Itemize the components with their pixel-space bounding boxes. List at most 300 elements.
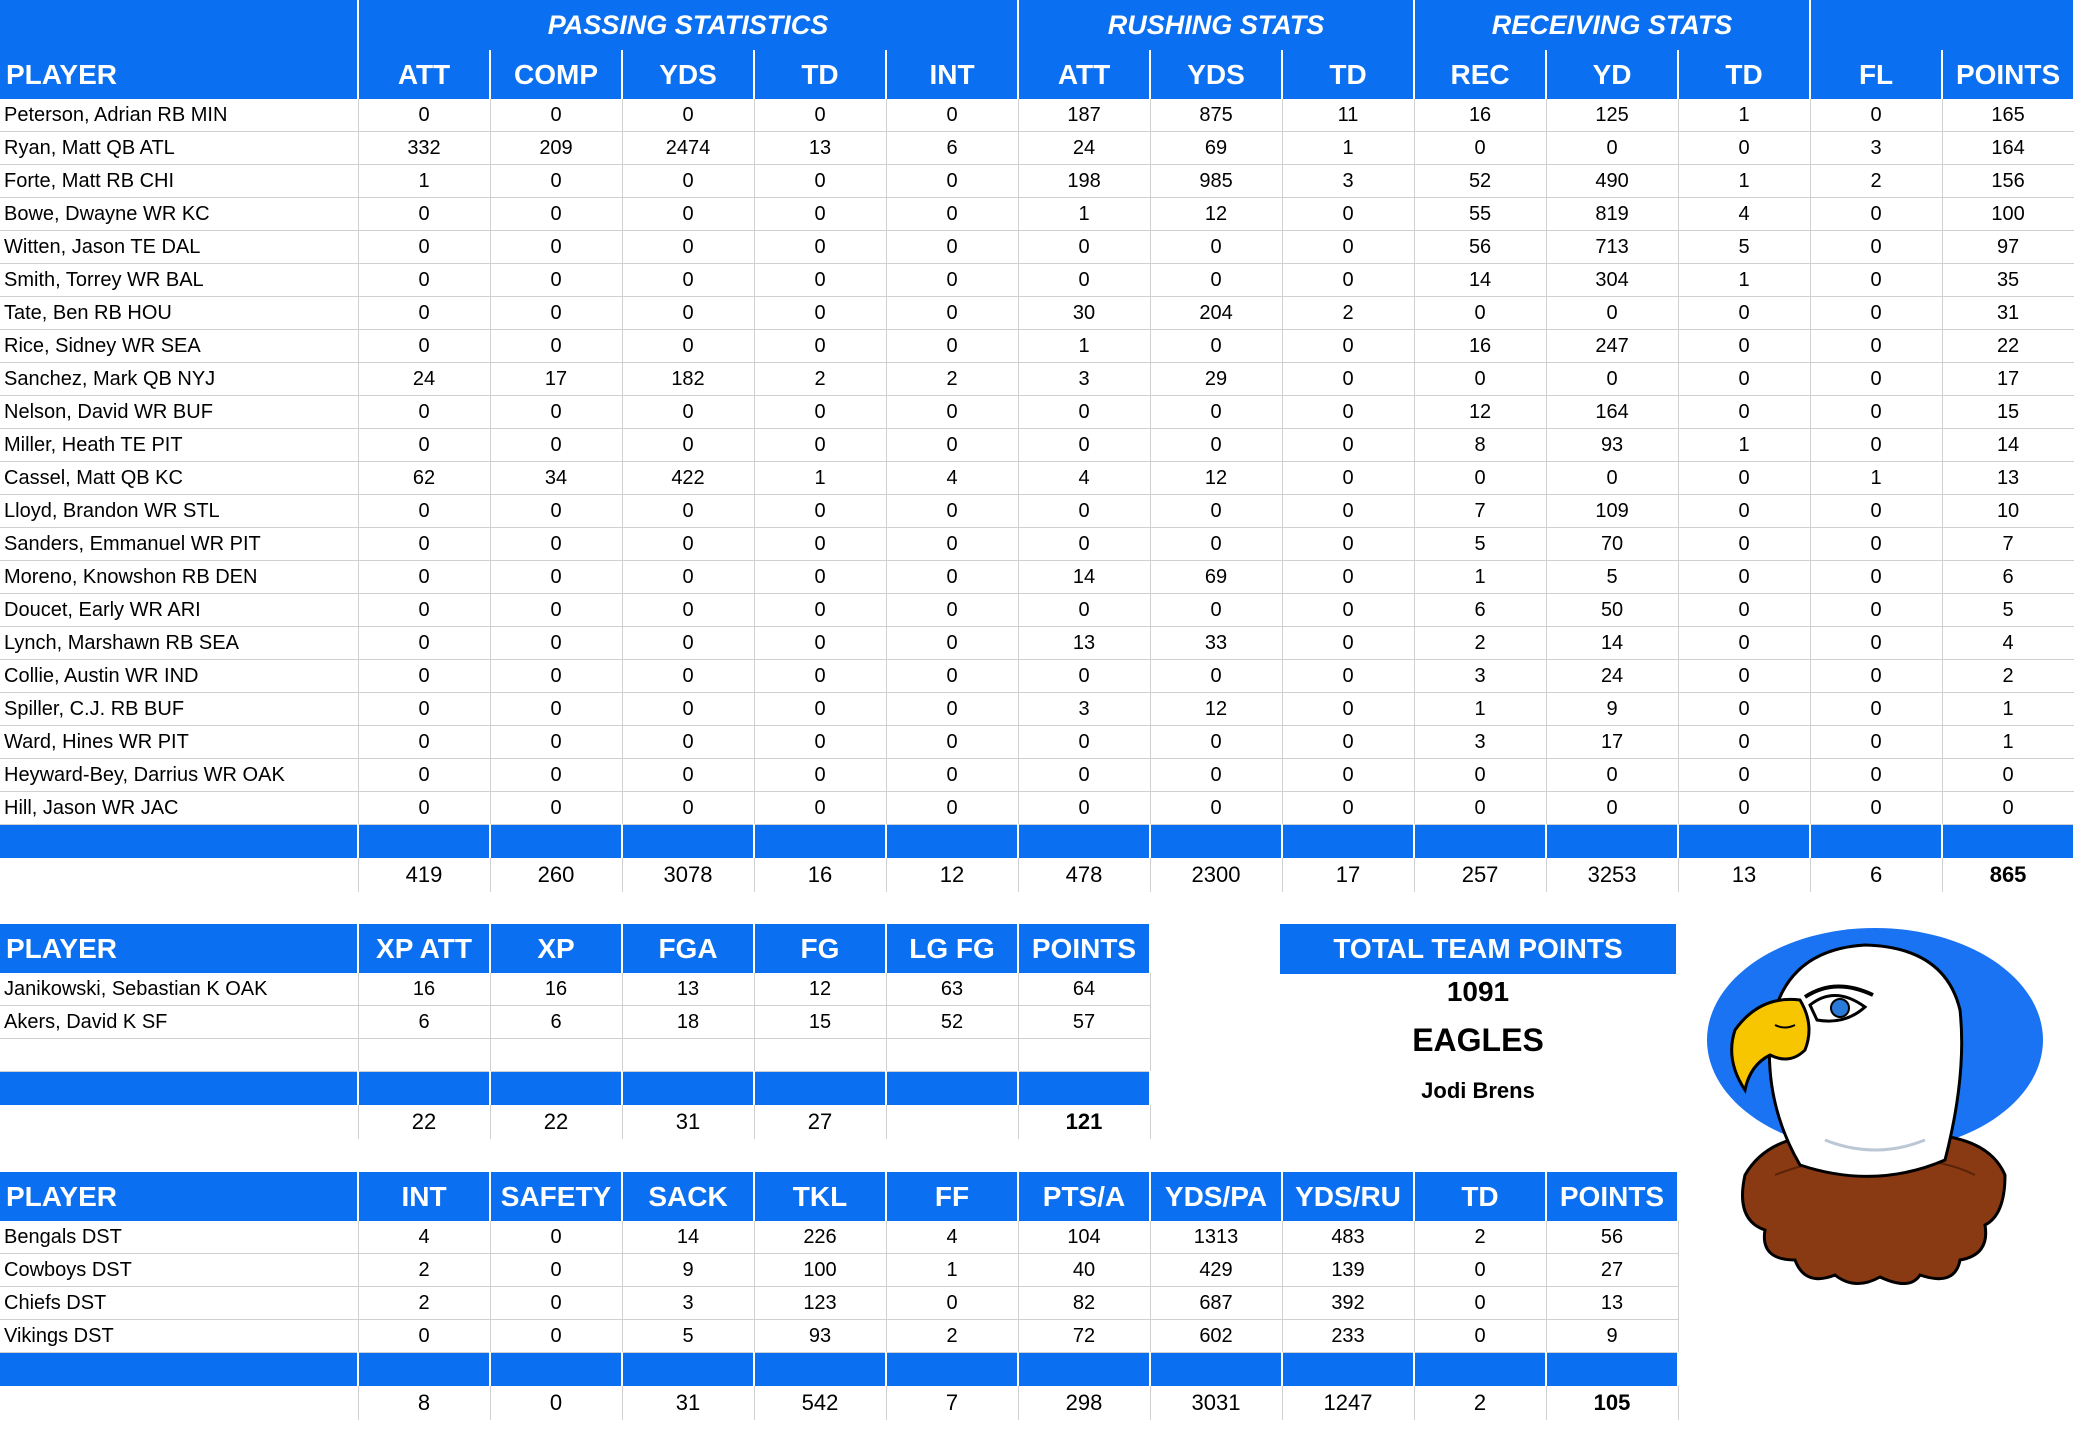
offense-cell: 0 [886,594,1018,627]
offense-cell: 0 [1678,792,1810,825]
offense-cell: 247 [1546,330,1678,363]
offense-cell: 0 [358,99,490,132]
offense-cell: 0 [1942,759,2074,792]
offense-cell: 0 [1810,627,1942,660]
offense-player-name: Doucet, Early WR ARI [0,594,358,627]
offense-header-4: TD [754,50,886,99]
offense-cell: 0 [1810,429,1942,462]
team-owner: Jodi Brens [1421,1078,1535,1103]
offense-cell: 0 [1282,561,1414,594]
offense-cell: 2 [1810,165,1942,198]
defense-separator-cell [358,1353,490,1387]
offense-cell: 4 [1678,198,1810,231]
kicker-separator-band [0,1072,1150,1106]
offense-cell: 0 [1678,660,1810,693]
defense-header-1: INT [358,1172,490,1221]
defense-cell: 0 [1414,1320,1546,1353]
offense-header-3: YDS [622,50,754,99]
kicker-separator-cell [1018,1072,1150,1106]
offense-cell: 5 [1942,594,2074,627]
offense-cell: 0 [754,330,886,363]
offense-total-cell [0,858,358,892]
kicker-player-name: Akers, David K SF [0,1006,358,1039]
offense-cell: 875 [1150,99,1282,132]
defense-cell: 429 [1150,1254,1282,1287]
offense-cell: 11 [1282,99,1414,132]
offense-player-name: Heyward-Bey, Darrius WR OAK [0,759,358,792]
offense-separator-band [0,825,2074,859]
defense-cell: 687 [1150,1287,1282,1320]
offense-cell: 0 [358,297,490,330]
offense-separator-cell [1414,825,1546,859]
defense-cell: 0 [1414,1287,1546,1320]
offense-totals-row [0,858,2074,892]
offense-cell: 0 [754,561,886,594]
kicker-separator-cell [0,1072,358,1106]
kicker-totals-row [0,1105,1150,1139]
offense-cell: 0 [622,594,754,627]
defense-cell: 483 [1282,1221,1414,1254]
offense-cell: 0 [754,495,886,528]
offense-cell: 0 [1810,693,1942,726]
defense-cell: 392 [1282,1287,1414,1320]
offense-cell: 4 [1942,627,2074,660]
defense-total-cell: 3031 [1150,1386,1282,1420]
offense-cell: 70 [1546,528,1678,561]
offense-cell: 0 [1678,132,1810,165]
offense-cell: 125 [1546,99,1678,132]
defense-stats-table [0,1172,1679,1420]
offense-cell: 0 [490,99,622,132]
kicker-player-name: Janikowski, Sebastian K OAK [0,973,358,1006]
offense-cell: 0 [1018,495,1150,528]
offense-cell: 0 [1282,792,1414,825]
defense-cell: 4 [886,1221,1018,1254]
offense-header-7: YDS [1150,50,1282,99]
defense-cell: 13 [1546,1287,1678,1320]
offense-cell: 0 [886,792,1018,825]
offense-cell: 0 [1678,726,1810,759]
offense-cell: 0 [1678,594,1810,627]
offense-cell: 22 [1942,330,2074,363]
defense-cell: 93 [754,1320,886,1353]
offense-cell: 30 [1018,297,1150,330]
offense-cell: 14 [1414,264,1546,297]
kicker-total-cell: 27 [754,1105,886,1139]
offense-player-name: Miller, Heath TE PIT [0,429,358,462]
offense-separator-cell [1810,825,1942,859]
offense-cell: 0 [1810,330,1942,363]
offense-cell: 0 [1150,792,1282,825]
offense-cell: 0 [622,627,754,660]
offense-cell: 0 [754,165,886,198]
offense-player-name: Witten, Jason TE DAL [0,231,358,264]
offense-cell: 0 [358,429,490,462]
kicker-cell: 63 [886,973,1018,1006]
offense-cell: 0 [1810,264,1942,297]
offense-cell: 1 [754,462,886,495]
offense-cell: 0 [754,429,886,462]
defense-total-points: 105 [1546,1386,1678,1420]
offense-cell: 0 [1810,660,1942,693]
defense-cell: 9 [1546,1320,1678,1353]
offense-cell: 1 [1942,726,2074,759]
offense-cell: 15 [1942,396,2074,429]
offense-cell: 0 [490,495,622,528]
offense-header-6: ATT [1018,50,1150,99]
offense-total-cell: 257 [1414,858,1546,892]
offense-cell: 0 [1810,99,1942,132]
offense-cell: 17 [1942,363,2074,396]
defense-cell: 40 [1018,1254,1150,1287]
offense-player-name: Hill, Jason WR JAC [0,792,358,825]
offense-header-12: FL [1810,50,1942,99]
offense-cell: 0 [1810,792,1942,825]
offense-cell: 12 [1150,462,1282,495]
offense-total-cell: 3078 [622,858,754,892]
offense-cell: 0 [1018,528,1150,561]
offense-header-2: COMP [490,50,622,99]
defense-cell: 226 [754,1221,886,1254]
offense-cell: 0 [1282,627,1414,660]
offense-total-cell: 17 [1282,858,1414,892]
defense-cell: 4 [358,1221,490,1254]
offense-cell: 0 [1546,462,1678,495]
offense-cell: 0 [622,429,754,462]
offense-cell: 13 [1018,627,1150,660]
kicker-separator-cell [622,1072,754,1106]
offense-cell: 35 [1942,264,2074,297]
offense-cell: 0 [358,330,490,363]
offense-cell: 6 [1942,561,2074,594]
defense-row [0,1287,1678,1320]
rushing-group-header: RUSHING STATS [1018,0,1414,50]
offense-row [0,132,2074,165]
offense-cell: 0 [622,660,754,693]
offense-cell: 0 [886,231,1018,264]
offense-cell: 0 [490,528,622,561]
kicker-cell: 52 [886,1006,1018,1039]
offense-separator-cell [1546,825,1678,859]
offense-cell: 209 [490,132,622,165]
offense-cell: 0 [1282,693,1414,726]
defense-total-cell: 8 [358,1386,490,1420]
offense-cell: 1 [1942,693,2074,726]
offense-cell: 0 [1810,594,1942,627]
offense-player-name: Peterson, Adrian RB MIN [0,99,358,132]
offense-cell: 1 [1018,198,1150,231]
offense-cell: 0 [1810,231,1942,264]
offense-player-name: Bowe, Dwayne WR KC [0,198,358,231]
offense-cell: 0 [1282,429,1414,462]
offense-cell: 0 [1018,660,1150,693]
defense-cell: 139 [1282,1254,1414,1287]
offense-header-1: ATT [358,50,490,99]
offense-header-13: POINTS [1942,50,2074,99]
offense-cell: 29 [1150,363,1282,396]
offense-row [0,264,2074,297]
offense-cell: 182 [622,363,754,396]
offense-cell: 0 [754,396,886,429]
defense-totals-row [0,1386,1678,1420]
defense-cell: 82 [1018,1287,1150,1320]
kicker-empty-cell [490,1039,622,1072]
offense-cell: 0 [622,297,754,330]
offense-cell: 0 [1414,363,1546,396]
offense-cell: 14 [1018,561,1150,594]
offense-player-name: Tate, Ben RB HOU [0,297,358,330]
offense-cell: 0 [1150,264,1282,297]
offense-cell: 93 [1546,429,1678,462]
offense-cell: 1 [1678,165,1810,198]
offense-separator-cell [622,825,754,859]
defense-total-cell: 298 [1018,1386,1150,1420]
offense-cell: 6 [886,132,1018,165]
offense-cell: 0 [754,660,886,693]
offense-cell: 33 [1150,627,1282,660]
offense-cell: 0 [754,792,886,825]
offense-cell: 0 [1282,264,1414,297]
offense-row [0,330,2074,363]
kicker-total-cell [886,1105,1018,1139]
defense-cell: 0 [490,1287,622,1320]
defense-player-name: Bengals DST [0,1221,358,1254]
offense-cell: 0 [490,231,622,264]
offense-cell: 3 [1414,660,1546,693]
defense-cell: 0 [490,1320,622,1353]
offense-cell: 198 [1018,165,1150,198]
offense-cell: 1 [1678,99,1810,132]
offense-cell: 9 [1546,693,1678,726]
offense-header-8: TD [1282,50,1414,99]
offense-cell: 13 [754,132,886,165]
offense-cell: 2 [1282,297,1414,330]
misc-group-header [1810,0,2074,50]
kicker-header-3: FGA [622,924,754,973]
offense-cell: 985 [1150,165,1282,198]
defense-header-8: YDS/RU [1282,1172,1414,1221]
offense-cell: 0 [1942,792,2074,825]
offense-cell: 0 [754,528,886,561]
offense-cell: 7 [1414,495,1546,528]
eagle-logo-icon [1705,925,2045,1291]
offense-header-9: REC [1414,50,1546,99]
offense-separator-cell [358,825,490,859]
kicker-row [0,1006,1150,1039]
defense-cell: 100 [754,1254,886,1287]
offense-cell: 0 [1414,297,1546,330]
defense-header-10: POINTS [1546,1172,1678,1221]
defense-cell: 72 [1018,1320,1150,1353]
defense-separator-cell [1546,1353,1678,1387]
kicker-header-6: POINTS [1018,924,1150,973]
offense-cell: 0 [1018,429,1150,462]
offense-separator-cell [1282,825,1414,859]
defense-cell: 14 [622,1221,754,1254]
kicker-empty-cell [1018,1039,1150,1072]
offense-cell: 0 [886,627,1018,660]
offense-cell: 0 [358,396,490,429]
offense-cell: 4 [886,462,1018,495]
offense-cell: 0 [622,528,754,561]
offense-row [0,693,2074,726]
offense-cell: 0 [1282,495,1414,528]
offense-cell: 0 [490,792,622,825]
offense-cell: 0 [490,297,622,330]
offense-cell: 819 [1546,198,1678,231]
defense-cell: 123 [754,1287,886,1320]
offense-cell: 0 [1678,396,1810,429]
offense-cell: 0 [886,528,1018,561]
offense-cell: 50 [1546,594,1678,627]
defense-total-cell: 0 [490,1386,622,1420]
defense-cell: 9 [622,1254,754,1287]
kicker-cell: 57 [1018,1006,1150,1039]
offense-cell: 0 [1150,231,1282,264]
offense-row [0,462,2074,495]
offense-cell: 0 [1678,561,1810,594]
offense-cell: 0 [886,693,1018,726]
kicker-empty-cell [754,1039,886,1072]
offense-row [0,726,2074,759]
offense-total-cell: 3253 [1546,858,1678,892]
offense-row [0,297,2074,330]
offense-header-10: YD [1546,50,1678,99]
offense-row [0,363,2074,396]
offense-cell: 97 [1942,231,2074,264]
offense-cell: 0 [1546,792,1678,825]
offense-cell: 0 [1810,528,1942,561]
offense-cell: 0 [358,528,490,561]
defense-separator-cell [0,1353,358,1387]
offense-cell: 0 [1810,198,1942,231]
offense-cell: 156 [1942,165,2074,198]
offense-cell: 0 [490,264,622,297]
offense-cell: 0 [1282,528,1414,561]
defense-cell: 56 [1546,1221,1678,1254]
offense-cell: 0 [1282,759,1414,792]
offense-cell: 0 [754,198,886,231]
offense-cell: 0 [1018,594,1150,627]
kicker-cell: 6 [490,1006,622,1039]
offense-cell: 0 [1150,759,1282,792]
offense-cell: 0 [886,660,1018,693]
offense-cell: 0 [1678,759,1810,792]
offense-cell: 0 [1810,495,1942,528]
defense-separator-cell [1414,1353,1546,1387]
offense-cell: 1 [1678,429,1810,462]
defense-total-cell: 1247 [1282,1386,1414,1420]
offense-cell: 0 [1678,330,1810,363]
offense-cell: 2 [1942,660,2074,693]
offense-cell: 0 [490,330,622,363]
offense-cell: 0 [1150,396,1282,429]
offense-cell: 0 [622,231,754,264]
offense-player-name: Smith, Torrey WR BAL [0,264,358,297]
kicker-total-cell [0,1105,358,1139]
offense-cell: 0 [622,198,754,231]
defense-row [0,1221,1678,1254]
offense-cell: 69 [1150,132,1282,165]
offense-cell: 12 [1150,198,1282,231]
offense-cell: 0 [1414,759,1546,792]
offense-cell: 0 [1282,726,1414,759]
kicker-empty-cell [886,1039,1018,1072]
offense-cell: 0 [490,561,622,594]
offense-player-name: Moreno, Knowshon RB DEN [0,561,358,594]
offense-cell: 0 [622,165,754,198]
kicker-empty-row [0,1039,1150,1072]
offense-cell: 0 [622,792,754,825]
offense-cell: 0 [622,561,754,594]
offense-cell: 1 [1282,132,1414,165]
offense-cell: 0 [490,396,622,429]
defense-cell: 3 [622,1287,754,1320]
kicker-header-5: LG FG [886,924,1018,973]
offense-cell: 31 [1942,297,2074,330]
offense-player-name: Forte, Matt RB CHI [0,165,358,198]
offense-cell: 0 [886,99,1018,132]
offense-cell: 0 [358,726,490,759]
offense-cell: 56 [1414,231,1546,264]
offense-header-0: PLAYER [0,50,358,99]
offense-cell: 12 [1414,396,1546,429]
offense-cell: 12 [1150,693,1282,726]
offense-cell: 0 [886,165,1018,198]
offense-cell: 0 [622,495,754,528]
offense-cell: 0 [754,231,886,264]
offense-row [0,660,2074,693]
kicker-cell: 12 [754,973,886,1006]
offense-cell: 0 [1810,363,1942,396]
offense-cell: 187 [1018,99,1150,132]
offense-cell: 0 [1018,231,1150,264]
kicker-empty-cell [0,1039,358,1072]
kicker-header-0: PLAYER [0,924,358,973]
kicker-header-2: XP [490,924,622,973]
kicker-total-points: 121 [1018,1105,1150,1139]
kicker-separator-cell [754,1072,886,1106]
defense-cell: 602 [1150,1320,1282,1353]
offense-cell: 0 [1018,264,1150,297]
offense-cell: 0 [1546,297,1678,330]
offense-cell: 0 [886,330,1018,363]
offense-cell: 55 [1414,198,1546,231]
kicker-stats-table [0,924,1151,1139]
defense-total-cell: 2 [1414,1386,1546,1420]
offense-player-name: Lynch, Marshawn RB SEA [0,627,358,660]
offense-player-name: Ryan, Matt QB ATL [0,132,358,165]
offense-cell: 0 [1678,297,1810,330]
defense-cell: 2 [1414,1221,1546,1254]
offense-cell: 0 [1678,627,1810,660]
offense-cell: 0 [1282,396,1414,429]
offense-cell: 164 [1546,396,1678,429]
offense-cell: 24 [358,363,490,396]
offense-cell: 3 [1018,693,1150,726]
team-name: EAGLES [1412,1022,1544,1058]
offense-cell: 0 [490,660,622,693]
offense-cell: 0 [1546,363,1678,396]
offense-cell: 0 [754,693,886,726]
offense-cell: 3 [1810,132,1942,165]
defense-row [0,1254,1678,1287]
offense-cell: 24 [1018,132,1150,165]
player-group-header [0,0,358,50]
kicker-cell: 15 [754,1006,886,1039]
kicker-total-cell: 22 [490,1105,622,1139]
kicker-row [0,973,1150,1006]
